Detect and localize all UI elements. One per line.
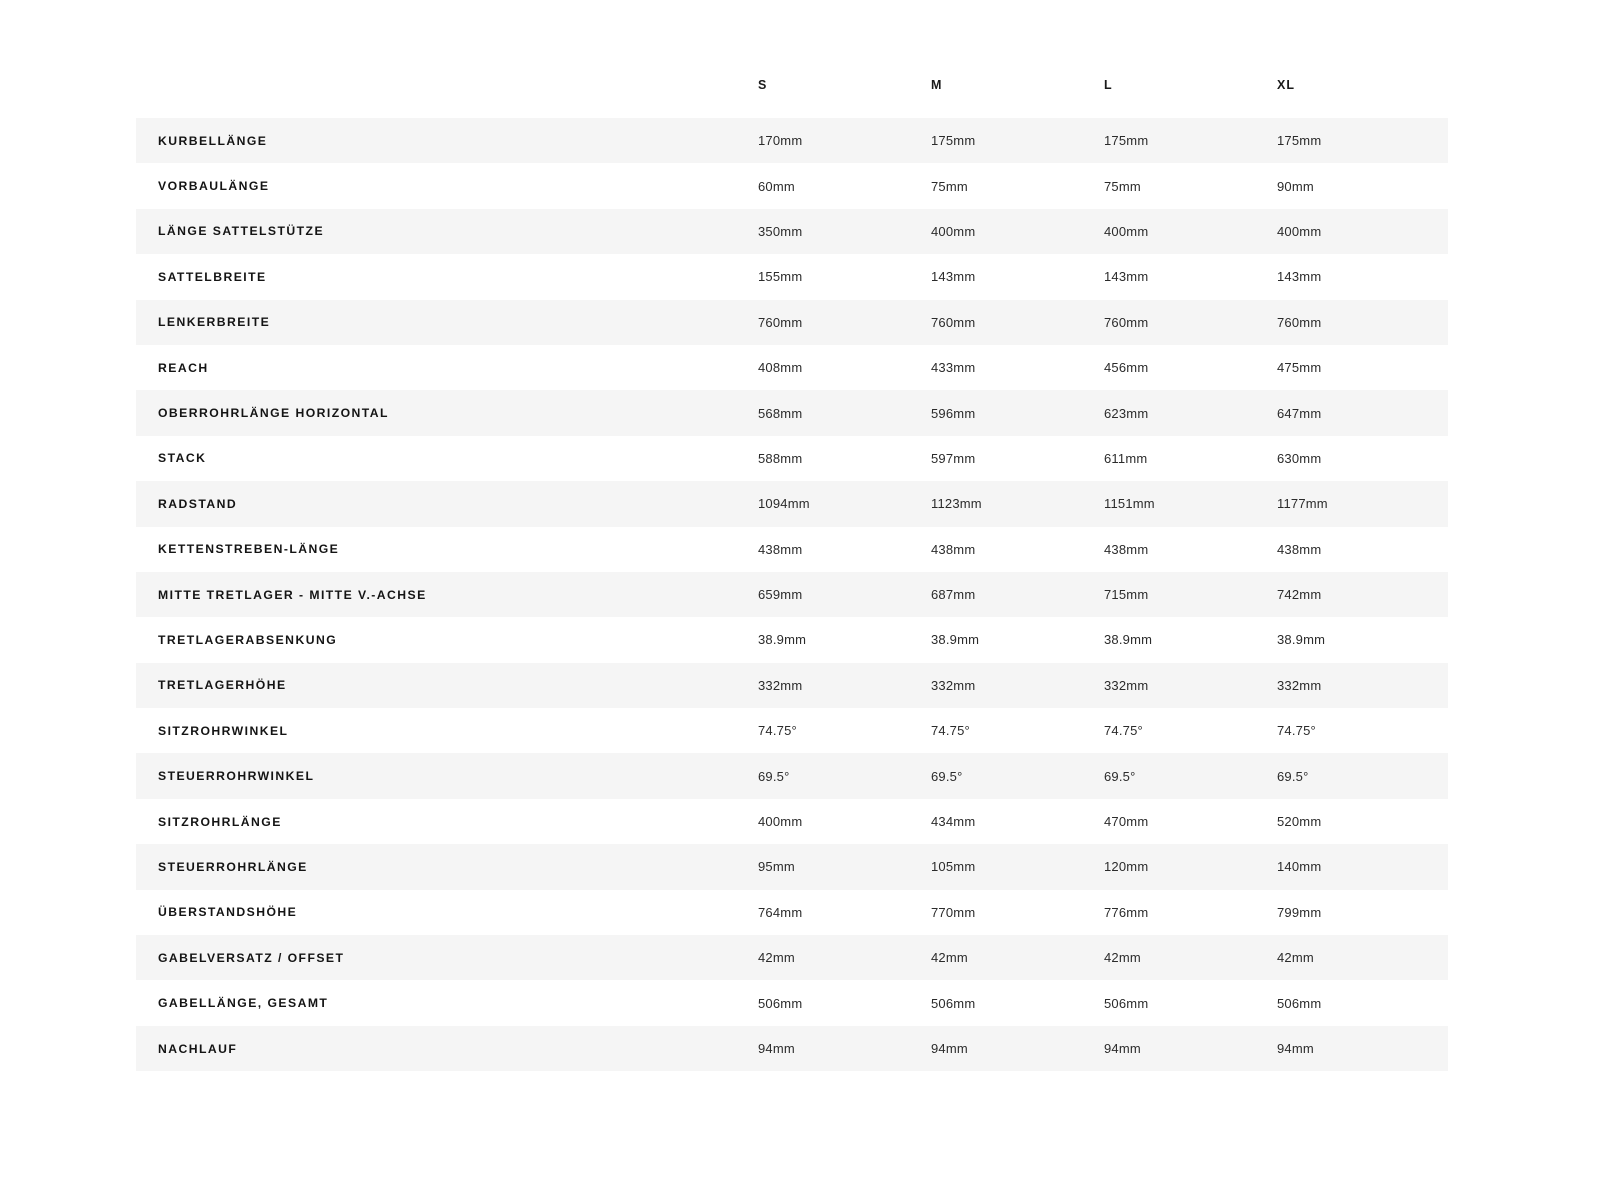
row-value: 332mm [1277, 677, 1322, 693]
row-label: STACK [158, 451, 207, 466]
row-value: 434mm [931, 814, 976, 830]
row-value: 74.75° [1104, 723, 1143, 739]
row-value: 74.75° [758, 723, 797, 739]
row-label: LÄNGE SATTELSTÜTZE [158, 224, 325, 239]
table-row [136, 753, 1448, 798]
row-value: 120mm [1104, 859, 1149, 875]
table-row [136, 345, 1448, 390]
row-value: 506mm [931, 995, 976, 1011]
row-value: 456mm [1104, 360, 1149, 376]
row-value: 623mm [1104, 405, 1149, 421]
table-row [136, 935, 1448, 980]
row-value: 408mm [758, 360, 803, 376]
row-value: 400mm [1277, 223, 1322, 239]
row-value: 475mm [1277, 360, 1322, 376]
row-value: 143mm [1277, 269, 1322, 285]
row-value: 1094mm [758, 496, 810, 512]
row-value: 715mm [1104, 587, 1149, 603]
row-value: 597mm [931, 450, 976, 466]
row-value: 42mm [1104, 950, 1141, 966]
table-row [136, 390, 1448, 435]
row-label: RADSTAND [158, 496, 238, 511]
row-value: 687mm [931, 587, 976, 603]
row-value: 506mm [1104, 995, 1149, 1011]
row-value: 94mm [758, 1041, 795, 1056]
row-value: 438mm [931, 541, 976, 557]
row-value: 38.9mm [1277, 632, 1326, 648]
table-header [136, 78, 1448, 118]
row-value: 42mm [758, 950, 795, 966]
row-label: ÜBERSTANDSHÖHE [158, 905, 298, 920]
row-value: 38.9mm [758, 632, 807, 648]
table-row [136, 799, 1448, 844]
table-header-row [136, 78, 1448, 118]
table-body [136, 118, 1448, 1071]
table-row [136, 118, 1448, 163]
row-value: 470mm [1104, 814, 1149, 830]
row-label: MITTE TRETLAGER - MITTE V.-ACHSE [158, 587, 427, 602]
row-value: 506mm [1277, 995, 1322, 1011]
row-value: 350mm [758, 223, 803, 239]
table-row [136, 890, 1448, 935]
row-value: 506mm [758, 995, 803, 1011]
row-value: 596mm [931, 405, 976, 421]
table-row [136, 708, 1448, 753]
row-value: 42mm [1277, 950, 1314, 966]
table-row [136, 481, 1448, 526]
row-value: 175mm [1277, 133, 1322, 149]
row-value: 94mm [1104, 1041, 1141, 1056]
column-header-size-m: M [931, 78, 943, 92]
column-header-size-l: L [1104, 78, 1113, 92]
row-label: TRETLAGERHÖHE [158, 678, 287, 693]
row-value: 38.9mm [1104, 632, 1153, 648]
row-value: 760mm [758, 314, 803, 330]
row-value: 611mm [1104, 450, 1148, 466]
column-header-size-xl: XL [1277, 78, 1296, 92]
row-value: 155mm [758, 269, 803, 285]
row-value: 69.5° [931, 768, 963, 784]
row-value: 520mm [1277, 814, 1322, 830]
column-header-label [136, 78, 756, 118]
row-value: 69.5° [1277, 768, 1309, 784]
row-value: 764mm [758, 904, 803, 920]
row-value: 568mm [758, 405, 803, 421]
row-value: 170mm [758, 133, 803, 149]
column-header-size-s: S [758, 78, 768, 92]
row-value: 659mm [758, 587, 803, 603]
row-label: SITZROHRWINKEL [158, 723, 289, 738]
row-value: 760mm [1104, 314, 1149, 330]
table-row [136, 163, 1448, 208]
row-label: GABELVERSATZ / OFFSET [158, 950, 345, 965]
row-value: 69.5° [1104, 768, 1136, 784]
row-value: 175mm [1104, 133, 1149, 149]
table-row [136, 300, 1448, 345]
row-value: 143mm [931, 269, 976, 285]
row-value: 438mm [1277, 541, 1322, 557]
row-value: 1123mm [931, 496, 982, 512]
row-label: TRETLAGERABSENKUNG [158, 632, 338, 647]
row-value: 74.75° [1277, 723, 1316, 739]
row-value: 140mm [1277, 859, 1322, 875]
row-value: 647mm [1277, 405, 1322, 421]
row-value: 105mm [931, 859, 976, 875]
row-value: 400mm [758, 814, 803, 830]
row-value: 400mm [931, 223, 976, 239]
row-label: KURBELLÄNGE [158, 133, 268, 148]
row-value: 1151mm [1104, 496, 1155, 512]
row-value: 630mm [1277, 450, 1322, 466]
row-value: 94mm [931, 1041, 968, 1056]
row-value: 332mm [1104, 677, 1149, 693]
row-value: 433mm [931, 360, 976, 376]
row-value: 760mm [931, 314, 976, 330]
geometry-table [136, 78, 1448, 1071]
row-value: 94mm [1277, 1041, 1314, 1056]
row-value: 1177mm [1277, 496, 1328, 512]
row-value: 332mm [758, 677, 803, 693]
row-value: 438mm [758, 541, 803, 557]
table-row [136, 527, 1448, 572]
row-value: 60mm [758, 178, 795, 194]
row-label: STEUERROHRLÄNGE [158, 859, 308, 874]
table-row [136, 1026, 1448, 1071]
row-value: 742mm [1277, 587, 1322, 603]
row-value: 38.9mm [931, 632, 980, 648]
row-value: 143mm [1104, 269, 1149, 285]
row-label: OBERROHRLÄNGE HORIZONTAL [158, 406, 389, 421]
table-row [136, 572, 1448, 617]
row-value: 69.5° [758, 768, 790, 784]
row-value: 332mm [931, 677, 976, 693]
table-row [136, 617, 1448, 662]
row-value: 776mm [1104, 904, 1149, 920]
row-value: 400mm [1104, 223, 1149, 239]
row-value: 75mm [1104, 178, 1141, 194]
row-value: 588mm [758, 450, 803, 466]
row-label: STEUERROHRWINKEL [158, 769, 315, 784]
row-value: 438mm [1104, 541, 1149, 557]
row-value: 799mm [1277, 904, 1322, 920]
row-value: 75mm [931, 178, 968, 194]
row-value: 95mm [758, 859, 795, 875]
table-row [136, 663, 1448, 708]
row-value: 90mm [1277, 178, 1314, 194]
row-label: SITZROHRLÄNGE [158, 814, 282, 829]
row-value: 760mm [1277, 314, 1322, 330]
table-row [136, 436, 1448, 481]
row-value: 175mm [931, 133, 976, 149]
row-label: SATTELBREITE [158, 269, 267, 284]
table-row [136, 209, 1448, 254]
row-value: 74.75° [931, 723, 970, 739]
row-label: REACH [158, 360, 209, 375]
table-row [136, 254, 1448, 299]
row-label: NACHLAUF [158, 1041, 238, 1056]
row-label: GABELLÄNGE, GESAMT [158, 996, 329, 1011]
row-label: VORBAULÄNGE [158, 179, 270, 194]
row-label: LENKERBREITE [158, 315, 271, 330]
row-value: 42mm [931, 950, 968, 966]
row-label: KETTENSTREBEN-LÄNGE [158, 542, 340, 557]
table-row [136, 844, 1448, 889]
table-row [136, 980, 1448, 1025]
row-value: 770mm [931, 904, 976, 920]
